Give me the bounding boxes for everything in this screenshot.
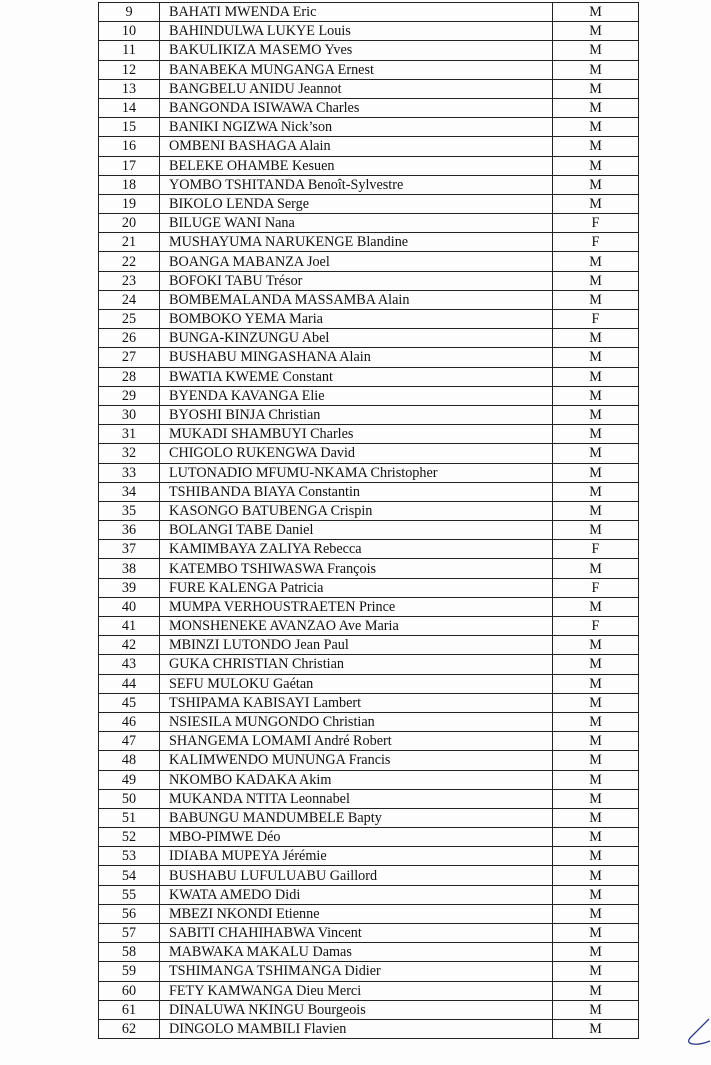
sex-cell: M bbox=[553, 751, 639, 770]
row-number-cell: 27 bbox=[99, 348, 160, 367]
row-number-cell: 24 bbox=[99, 290, 160, 309]
row-number-cell: 20 bbox=[99, 214, 160, 233]
table-row bbox=[99, 866, 639, 885]
name-cell: BYOSHI BINJA Christian bbox=[160, 405, 553, 424]
table-row bbox=[99, 597, 639, 616]
sex-cell: M bbox=[553, 885, 639, 904]
roster-table bbox=[98, 2, 639, 1039]
sex-cell: M bbox=[553, 981, 639, 1000]
table-row bbox=[99, 386, 639, 405]
name-cell: KWATA AMEDO Didi bbox=[160, 885, 553, 904]
sex-cell: M bbox=[553, 943, 639, 962]
sex-cell: M bbox=[553, 22, 639, 41]
sex-cell: M bbox=[553, 41, 639, 60]
table-row bbox=[99, 348, 639, 367]
sex-cell: M bbox=[553, 175, 639, 194]
sex-cell: M bbox=[553, 3, 639, 22]
name-cell: BUSHABU LUFULUABU Gaillord bbox=[160, 866, 553, 885]
name-cell: BANGONDA ISIWAWA Charles bbox=[160, 98, 553, 117]
row-number-cell: 46 bbox=[99, 712, 160, 731]
name-cell: MBO-PIMWE Déo bbox=[160, 828, 553, 847]
table-row bbox=[99, 425, 639, 444]
name-cell: BOMBOKO YEMA Maria bbox=[160, 310, 553, 329]
name-cell: FURE KALENGA Patricia bbox=[160, 578, 553, 597]
sex-cell: M bbox=[553, 367, 639, 386]
row-number-cell: 23 bbox=[99, 271, 160, 290]
row-number-cell: 48 bbox=[99, 751, 160, 770]
sex-cell: M bbox=[553, 98, 639, 117]
row-number-cell: 28 bbox=[99, 367, 160, 386]
row-number-cell: 22 bbox=[99, 252, 160, 271]
row-number-cell: 9 bbox=[99, 3, 160, 22]
sex-cell: M bbox=[553, 79, 639, 98]
sex-cell: F bbox=[553, 578, 639, 597]
sex-cell: M bbox=[553, 463, 639, 482]
name-cell: MABWAKA MAKALU Damas bbox=[160, 943, 553, 962]
row-number-cell: 17 bbox=[99, 156, 160, 175]
name-cell: BOANGA MABANZA Joel bbox=[160, 252, 553, 271]
name-cell: BOFOKI TABU Trésor bbox=[160, 271, 553, 290]
name-cell: FETY KAMWANGA Dieu Merci bbox=[160, 981, 553, 1000]
name-cell: KASONGO BATUBENGA Crispin bbox=[160, 501, 553, 520]
row-number-cell: 50 bbox=[99, 789, 160, 808]
table-row bbox=[99, 482, 639, 501]
row-number-cell: 18 bbox=[99, 175, 160, 194]
row-number-cell: 62 bbox=[99, 1019, 160, 1038]
table-row bbox=[99, 367, 639, 386]
name-cell: BANGBELU ANIDU Jeannot bbox=[160, 79, 553, 98]
name-cell: BOMBEMALANDA MASSAMBA Alain bbox=[160, 290, 553, 309]
row-number-cell: 57 bbox=[99, 924, 160, 943]
sex-cell: M bbox=[553, 655, 639, 674]
row-number-cell: 52 bbox=[99, 828, 160, 847]
name-cell: BUNGA-KINZUNGU Abel bbox=[160, 329, 553, 348]
roster-table-body bbox=[99, 3, 639, 1039]
table-row bbox=[99, 290, 639, 309]
table-row bbox=[99, 271, 639, 290]
row-number-cell: 39 bbox=[99, 578, 160, 597]
name-cell: BOLANGI TABE Daniel bbox=[160, 521, 553, 540]
name-cell: GUKA CHRISTIAN Christian bbox=[160, 655, 553, 674]
name-cell: DINGOLO MAMBILI Flavien bbox=[160, 1019, 553, 1038]
sex-cell: M bbox=[553, 828, 639, 847]
name-cell: BILUGE WANI Nana bbox=[160, 214, 553, 233]
name-cell: IDIABA MUPEYA Jérémie bbox=[160, 847, 553, 866]
name-cell: SHANGEMA LOMAMI André Robert bbox=[160, 732, 553, 751]
row-number-cell: 19 bbox=[99, 194, 160, 213]
row-number-cell: 34 bbox=[99, 482, 160, 501]
name-cell: NKOMBO KADAKA Akim bbox=[160, 770, 553, 789]
table-row bbox=[99, 41, 639, 60]
row-number-cell: 37 bbox=[99, 540, 160, 559]
table-row bbox=[99, 808, 639, 827]
table-row bbox=[99, 233, 639, 252]
row-number-cell: 16 bbox=[99, 137, 160, 156]
row-number-cell: 54 bbox=[99, 866, 160, 885]
table-row bbox=[99, 156, 639, 175]
table-row bbox=[99, 674, 639, 693]
sex-cell: M bbox=[553, 770, 639, 789]
table-row bbox=[99, 578, 639, 597]
table-row bbox=[99, 924, 639, 943]
table-row bbox=[99, 463, 639, 482]
name-cell: DINALUWA NKINGU Bourgeois bbox=[160, 1000, 553, 1019]
table-row bbox=[99, 329, 639, 348]
row-number-cell: 15 bbox=[99, 118, 160, 137]
row-number-cell: 42 bbox=[99, 636, 160, 655]
signature-stroke bbox=[685, 1017, 711, 1047]
row-number-cell: 36 bbox=[99, 521, 160, 540]
sex-cell: M bbox=[553, 808, 639, 827]
row-number-cell: 61 bbox=[99, 1000, 160, 1019]
sex-cell: M bbox=[553, 290, 639, 309]
sex-cell: M bbox=[553, 194, 639, 213]
table-row bbox=[99, 828, 639, 847]
name-cell: KALIMWENDO MUNUNGA Francis bbox=[160, 751, 553, 770]
table-row bbox=[99, 1000, 639, 1019]
table-row bbox=[99, 655, 639, 674]
name-cell: TSHIMANGA TSHIMANGA Didier bbox=[160, 962, 553, 981]
name-cell: BABUNGU MANDUMBELE Bapty bbox=[160, 808, 553, 827]
name-cell: BELEKE OHAMBE Kesuen bbox=[160, 156, 553, 175]
row-number-cell: 31 bbox=[99, 425, 160, 444]
name-cell: BIKOLO LENDA Serge bbox=[160, 194, 553, 213]
row-number-cell: 60 bbox=[99, 981, 160, 1000]
name-cell: LUTONADIO MFUMU-NKAMA Christopher bbox=[160, 463, 553, 482]
row-number-cell: 58 bbox=[99, 943, 160, 962]
name-cell: KAMIMBAYA ZALIYA Rebecca bbox=[160, 540, 553, 559]
row-number-cell: 14 bbox=[99, 98, 160, 117]
sex-cell: M bbox=[553, 636, 639, 655]
table-row bbox=[99, 712, 639, 731]
row-number-cell: 40 bbox=[99, 597, 160, 616]
table-row bbox=[99, 885, 639, 904]
name-cell: BAHINDULWA LUKYE Louis bbox=[160, 22, 553, 41]
sex-cell: M bbox=[553, 348, 639, 367]
table-row bbox=[99, 214, 639, 233]
table-row bbox=[99, 847, 639, 866]
row-number-cell: 25 bbox=[99, 310, 160, 329]
table-row bbox=[99, 904, 639, 923]
table-row bbox=[99, 540, 639, 559]
table-row bbox=[99, 137, 639, 156]
name-cell: MBEZI NKONDI Etienne bbox=[160, 904, 553, 923]
table-row bbox=[99, 962, 639, 981]
table-row bbox=[99, 60, 639, 79]
sex-cell: M bbox=[553, 847, 639, 866]
sex-cell: M bbox=[553, 693, 639, 712]
row-number-cell: 21 bbox=[99, 233, 160, 252]
table-row bbox=[99, 789, 639, 808]
sex-cell: M bbox=[553, 866, 639, 885]
name-cell: MUKADI SHAMBUYI Charles bbox=[160, 425, 553, 444]
name-cell: BUSHABU MINGASHANA Alain bbox=[160, 348, 553, 367]
sex-cell: F bbox=[553, 540, 639, 559]
row-number-cell: 11 bbox=[99, 41, 160, 60]
row-number-cell: 29 bbox=[99, 386, 160, 405]
sex-cell: M bbox=[553, 1000, 639, 1019]
name-cell: SEFU MULOKU Gaétan bbox=[160, 674, 553, 693]
row-number-cell: 47 bbox=[99, 732, 160, 751]
sex-cell: M bbox=[553, 329, 639, 348]
name-cell: KATEMBO TSHIWASWA François bbox=[160, 559, 553, 578]
sex-cell: M bbox=[553, 425, 639, 444]
sex-cell: M bbox=[553, 252, 639, 271]
sex-cell: F bbox=[553, 617, 639, 636]
sex-cell: M bbox=[553, 137, 639, 156]
table-row bbox=[99, 444, 639, 463]
table-row bbox=[99, 693, 639, 712]
name-cell: TSHIBANDA BIAYA Constantin bbox=[160, 482, 553, 501]
name-cell: BAHATI MWENDA Eric bbox=[160, 3, 553, 22]
name-cell: CHIGOLO RUKENGWA David bbox=[160, 444, 553, 463]
row-number-cell: 43 bbox=[99, 655, 160, 674]
table-row bbox=[99, 79, 639, 98]
table-row bbox=[99, 310, 639, 329]
name-cell: MUSHAYUMA NARUKENGE Blandine bbox=[160, 233, 553, 252]
table-row bbox=[99, 98, 639, 117]
row-number-cell: 55 bbox=[99, 885, 160, 904]
table-row bbox=[99, 751, 639, 770]
name-cell: BWATIA KWEME Constant bbox=[160, 367, 553, 386]
sex-cell: M bbox=[553, 712, 639, 731]
sex-cell: F bbox=[553, 214, 639, 233]
row-number-cell: 32 bbox=[99, 444, 160, 463]
name-cell: TSHIPAMA KABISAYI Lambert bbox=[160, 693, 553, 712]
name-cell: BYENDA KAVANGA Elie bbox=[160, 386, 553, 405]
row-number-cell: 44 bbox=[99, 674, 160, 693]
table-row bbox=[99, 194, 639, 213]
name-cell: MBINZI LUTONDO Jean Paul bbox=[160, 636, 553, 655]
table-row bbox=[99, 617, 639, 636]
table-row bbox=[99, 981, 639, 1000]
row-number-cell: 45 bbox=[99, 693, 160, 712]
table-row bbox=[99, 559, 639, 578]
table-row bbox=[99, 22, 639, 41]
row-number-cell: 12 bbox=[99, 60, 160, 79]
table-row bbox=[99, 943, 639, 962]
row-number-cell: 49 bbox=[99, 770, 160, 789]
sex-cell: M bbox=[553, 482, 639, 501]
table-row bbox=[99, 636, 639, 655]
table-row bbox=[99, 405, 639, 424]
sex-cell: F bbox=[553, 310, 639, 329]
table-row bbox=[99, 521, 639, 540]
sex-cell: M bbox=[553, 559, 639, 578]
sex-cell: M bbox=[553, 156, 639, 175]
sex-cell: M bbox=[553, 962, 639, 981]
name-cell: YOMBO TSHITANDA Benoît-Sylvestre bbox=[160, 175, 553, 194]
row-number-cell: 38 bbox=[99, 559, 160, 578]
sex-cell: M bbox=[553, 271, 639, 290]
table-row bbox=[99, 3, 639, 22]
row-number-cell: 53 bbox=[99, 847, 160, 866]
table-row bbox=[99, 175, 639, 194]
row-number-cell: 13 bbox=[99, 79, 160, 98]
row-number-cell: 30 bbox=[99, 405, 160, 424]
name-cell: OMBENI BASHAGA Alain bbox=[160, 137, 553, 156]
name-cell: MUMPA VERHOUSTRAETEN Prince bbox=[160, 597, 553, 616]
sex-cell: M bbox=[553, 386, 639, 405]
name-cell: BANABEKA MUNGANGA Ernest bbox=[160, 60, 553, 79]
name-cell: BAKULIKIZA MASEMO Yves bbox=[160, 41, 553, 60]
row-number-cell: 35 bbox=[99, 501, 160, 520]
sex-cell: M bbox=[553, 118, 639, 137]
table-row bbox=[99, 252, 639, 271]
table-row bbox=[99, 732, 639, 751]
row-number-cell: 33 bbox=[99, 463, 160, 482]
sex-cell: M bbox=[553, 1019, 639, 1038]
row-number-cell: 59 bbox=[99, 962, 160, 981]
sex-cell: M bbox=[553, 521, 639, 540]
table-row bbox=[99, 1019, 639, 1038]
sex-cell: M bbox=[553, 60, 639, 79]
name-cell: NSIESILA MUNGONDO Christian bbox=[160, 712, 553, 731]
sex-cell: M bbox=[553, 674, 639, 693]
sex-cell: F bbox=[553, 233, 639, 252]
sex-cell: M bbox=[553, 732, 639, 751]
sex-cell: M bbox=[553, 405, 639, 424]
row-number-cell: 10 bbox=[99, 22, 160, 41]
sex-cell: M bbox=[553, 924, 639, 943]
name-cell: MONSHENEKE AVANZAO Ave Maria bbox=[160, 617, 553, 636]
table-row bbox=[99, 501, 639, 520]
name-cell: MUKANDA NTITA Leonnabel bbox=[160, 789, 553, 808]
name-cell: BANIKI NGIZWA Nick’son bbox=[160, 118, 553, 137]
sex-cell: M bbox=[553, 904, 639, 923]
name-cell: SABITI CHAHIHABWA Vincent bbox=[160, 924, 553, 943]
sex-cell: M bbox=[553, 597, 639, 616]
row-number-cell: 41 bbox=[99, 617, 160, 636]
row-number-cell: 26 bbox=[99, 329, 160, 348]
sex-cell: M bbox=[553, 444, 639, 463]
row-number-cell: 56 bbox=[99, 904, 160, 923]
table-row bbox=[99, 770, 639, 789]
sex-cell: M bbox=[553, 789, 639, 808]
row-number-cell: 51 bbox=[99, 808, 160, 827]
table-row bbox=[99, 118, 639, 137]
sex-cell: M bbox=[553, 501, 639, 520]
